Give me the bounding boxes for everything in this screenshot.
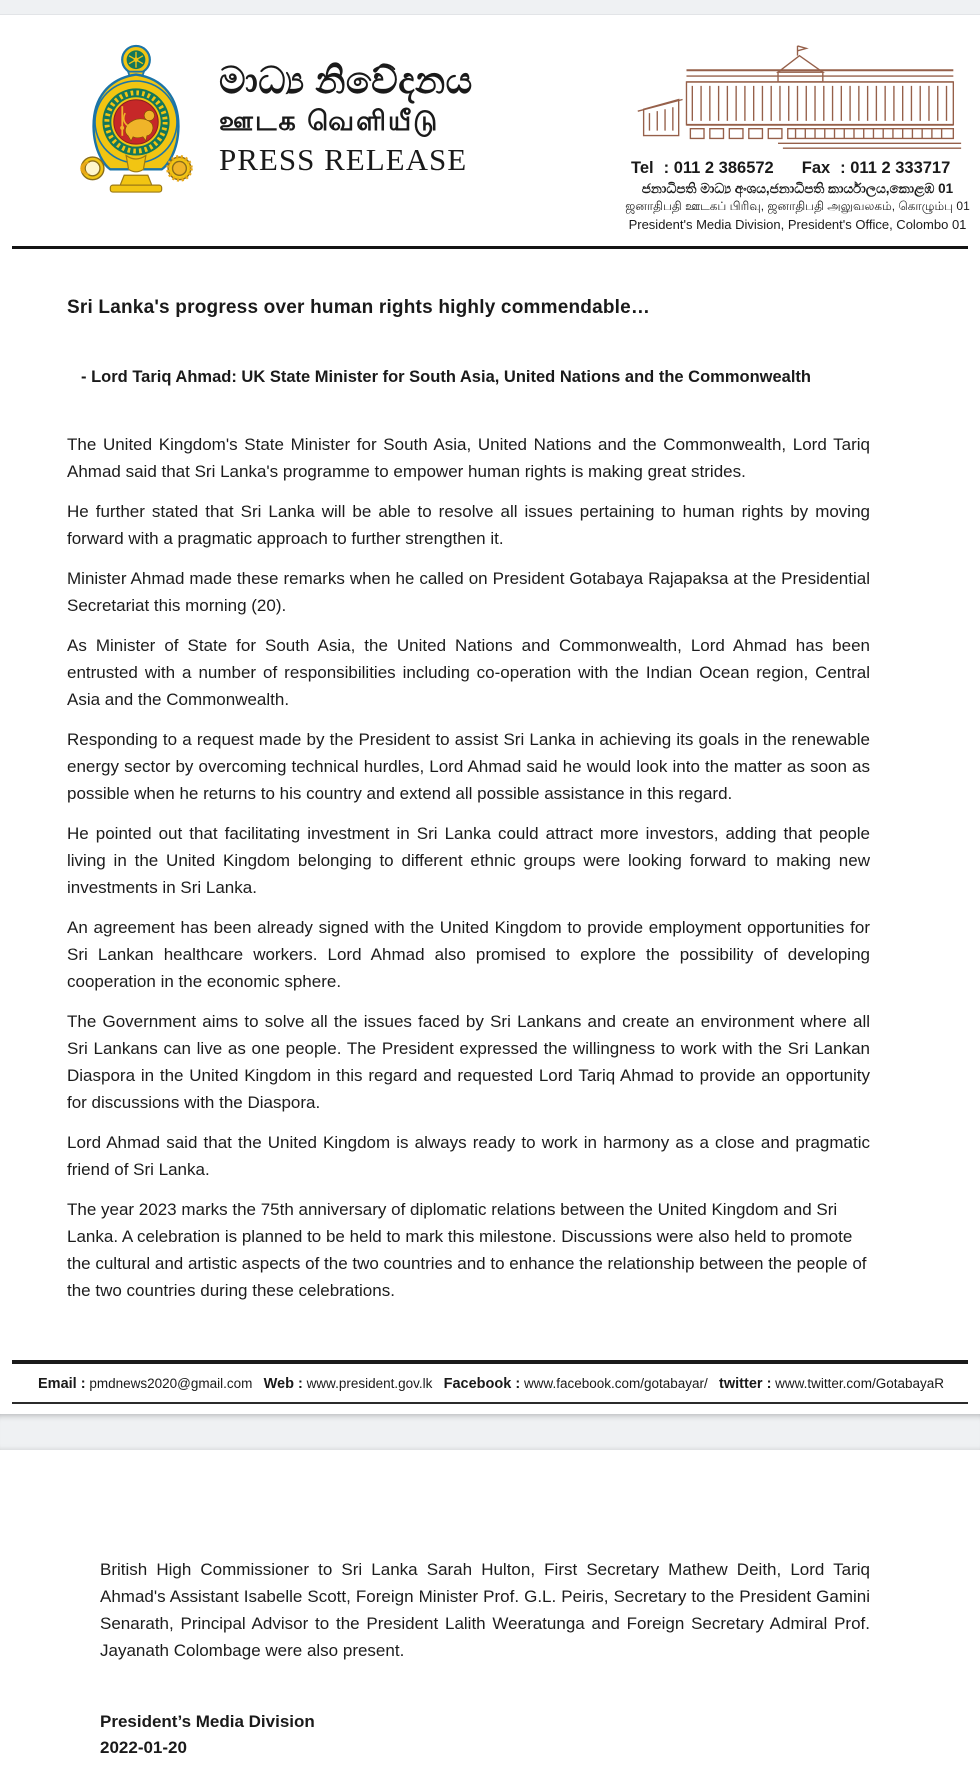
address-english: President's Media Division, President's Office, Colombo 01 [628,217,967,232]
article-paragraph: The Government aims to solve all the issues faced by Sri Lankans and create an environment where all Sri Lankans can live as one people. The President expressed the willingness to work with the Sri Lankan Diaspora in the United Kingdom in this regard and requested Lord Tariq Ahmad to provide an opportunity for discussions with the Diaspora. [67,1012,870,1112]
facebook-value: www.facebook.com/gotabayar/ [523,1376,708,1391]
press-release-title-english: PRESS RELEASE [219,142,468,178]
article-paragraphs [67,431,870,1304]
signature-block [100,1709,870,1761]
article-body [67,297,870,1304]
article-paragraph: He further stated that Sri Lanka will be able to resolve all issues pertaining to human rights by moving forward with a pragmatic approach to further strengthen it. [67,502,870,548]
tel-fax-line [625,159,970,178]
letterhead [0,15,980,244]
article-paragraph: Responding to a request made by the President to assist Sri Lanka in achieving its goals in the renewable energy sector by overcoming technical hurdles, Lord Ahmad said he would look into the matter as soon as possible when he returns to his country and extend all possible assistance in this regard. [67,730,870,803]
brand-block [75,41,473,197]
footer-top-rule [12,1360,968,1364]
header-divider-rule [12,246,968,249]
fax-label: Fax [801,159,831,177]
twitter-value: www.twitter.com/GotabayaR [775,1376,944,1391]
facebook-label: Facebook : [443,1376,521,1392]
office-contact-block [625,43,970,232]
article-paragraph: The year 2023 marks the 75th anniversary of diplomatic relations between the United Kingdom and Sri Lanka. A celebration is planned to be held to mark this milestone. Discussions were also held to promote the cultural and artistic aspects of the two countries and to enhance the relationship between the people of the two countries during these celebrations. [67,1200,867,1300]
address-sinhala: ජනාධිපති මාධ්‍ය අංශය,ජනාධිපති කාර්යාලය,කොළඹ 01 [641,181,954,196]
tel-label: Tel [631,159,654,177]
footer-twitter [719,1376,944,1392]
press-release-title-tamil: ஊடக வெளியீடு [219,105,440,136]
footer-email [38,1376,252,1392]
signature-division: President’s Media Division [100,1712,315,1731]
footer-contacts [38,1376,944,1392]
web-value: www.president.gov.lk [306,1376,433,1391]
twitter-label: twitter : [719,1376,772,1392]
article-paragraph: He pointed out that facilitating investment in Sri Lanka could attract more investors, adding that people living in the United Kingdom belonging to different ethnic groups were looking forward to making new investments in Sri Lanka. [67,824,870,897]
article-paragraph: Minister Ahmad made these remarks when he called on President Gotabaya Rajapaksa at the Presidential Secretariat this morning (20). [67,569,870,615]
article-byline: - Lord Tariq Ahmad: UK State Minister for South Asia, United Nations and the Commonwealth [81,368,812,386]
address-tamil: ஜனாதிபதி ஊடகப் பிரிவு, ஜனாதிபதி அலுவலகம், கொழும்பு 01 [625,199,970,213]
presidential-office-building-illustration [630,43,965,155]
article-paragraph: As Minister of State for South Asia, the United Nations and Commonwealth, Lord Ahmad has been entrusted with a number of responsibilities including co-operation with the Indian Ocean region, Central Asia and the Commonwealth. [67,636,870,709]
tel-number: : 011 2 386572 [663,159,774,177]
web-label: Web : [263,1376,303,1392]
footer-facebook [444,1376,708,1392]
email-value: pmdnews2020@gmail.com [89,1376,253,1391]
page-separator [0,1414,980,1450]
attendees-paragraph: British High Commissioner to Sri Lanka Sarah Hulton, First Secretary Mathew Deith, Lord Tariq Ahmad's Assistant Isabelle Scott, Foreign Minister Prof. G.L. Peiris, Secretary to the President Gamini Senarath, Principal Advisor to the President Lalith Weeratunga and Foreign Secretary Admiral Prof. Jayanath Colombage were also present. [100,1560,870,1660]
footer-bottom-rule [12,1402,968,1404]
press-release-page-1 [0,15,980,1414]
brand-titles [219,60,473,178]
press-release-page-2 [0,1450,980,1791]
article-paragraph: Lord Ahmad said that the United Kingdom is always ready to work in harmony as a close and pragmatic friend of Sri Lanka. [67,1133,870,1179]
article-paragraph: The United Kingdom's State Minister for South Asia, United Nations and the Commonwealth, Lord Tariq Ahmad said that Sri Lanka's programme to empower human rights is making great strides. [67,435,870,481]
fax-number: : 011 2 333717 [840,159,951,177]
press-release-title-sinhala: මාධ්‍ය නිවේදනය [219,60,473,102]
signature-date: 2022-01-20 [100,1738,187,1757]
footer-web [264,1376,433,1392]
viewer-top-strip [0,0,980,15]
article-paragraph: An agreement has been already signed with the United Kingdom to provide employment opportunities for Sri Lankan healthcare workers. Lord Ahmad also promised to explore the possibility of developing cooperation in the economic sphere. [67,918,870,991]
article-title: Sri Lanka's progress over human rights highly commendable… [67,297,651,318]
sri-lanka-emblem-logo [75,41,197,197]
email-label: Email : [38,1376,86,1392]
